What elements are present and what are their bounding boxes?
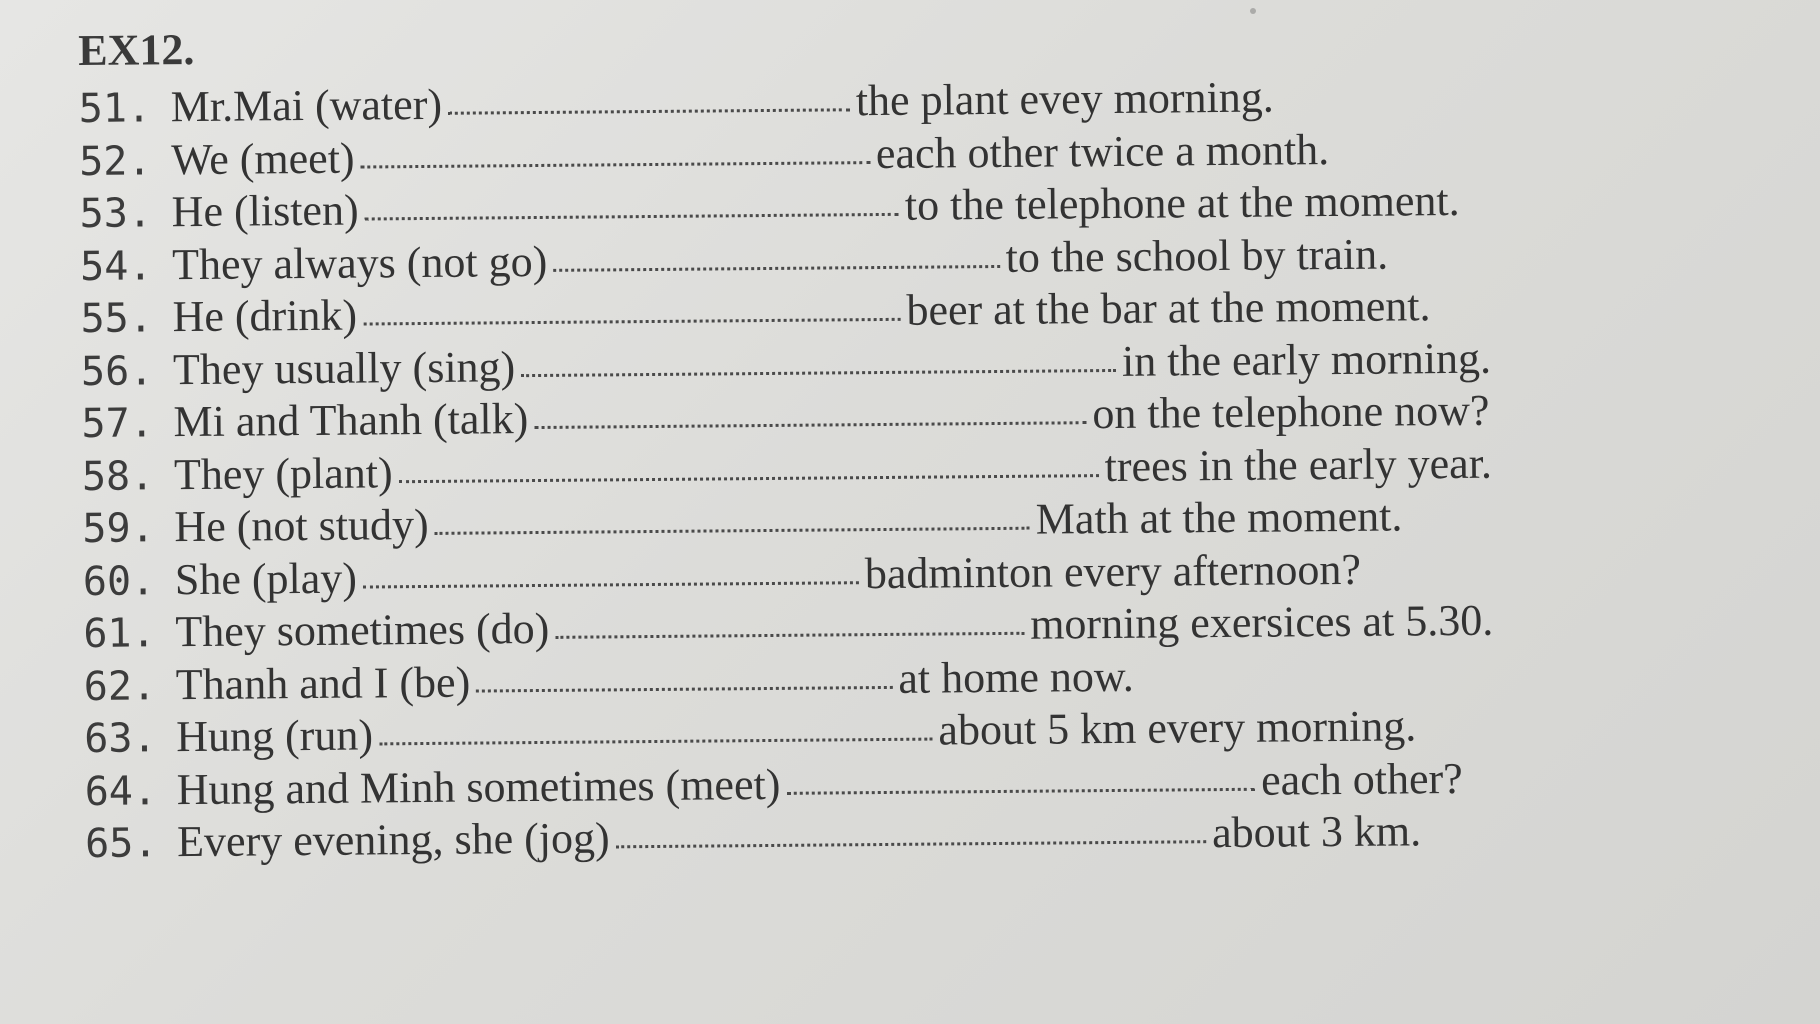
item-rest: to the school by train. <box>1005 229 1389 282</box>
answer-blank[interactable] <box>555 632 1024 639</box>
item-stem: They sometimes (do) <box>175 603 550 657</box>
item-number: 57. <box>81 400 154 447</box>
worksheet <box>78 7 1545 869</box>
item-rest: beer at the bar at the moment. <box>906 281 1431 335</box>
answer-blank[interactable] <box>399 474 1099 483</box>
item-stem: Hung and Minh sometimes (meet) <box>176 759 781 814</box>
answer-blank[interactable] <box>534 421 1086 429</box>
item-number: 51. <box>78 85 152 132</box>
item-number: 52. <box>79 137 152 185</box>
item-rest: about 5 km every morning. <box>938 701 1417 755</box>
item-rest: each other twice a month. <box>875 124 1330 178</box>
item-stem: Thanh and I (be) <box>175 657 471 709</box>
item-number: 62. <box>83 662 157 710</box>
item-rest: to the telephone at the moment. <box>904 175 1460 230</box>
item-stem: Every evening, she (jog) <box>176 813 610 867</box>
answer-blank[interactable] <box>448 108 850 115</box>
answer-blank[interactable] <box>379 738 932 746</box>
item-stem: Mr.Mai (water) <box>170 79 443 132</box>
answer-blank[interactable] <box>361 161 870 168</box>
exercise-item <box>85 805 1421 869</box>
answer-blank[interactable] <box>476 685 892 692</box>
exercise-item <box>83 595 1493 660</box>
item-stem: We (meet) <box>171 133 355 184</box>
item-number: 63. <box>84 715 157 762</box>
item-stem: They (plant) <box>173 447 393 499</box>
answer-blank[interactable] <box>786 787 1255 794</box>
item-number: 65. <box>84 820 158 867</box>
exercise-title: EX12. <box>78 24 195 75</box>
item-rest: each other? <box>1260 753 1463 805</box>
answer-blank[interactable] <box>553 264 999 271</box>
item-stem: They always (not go) <box>171 236 548 289</box>
answer-blank[interactable] <box>435 527 1030 535</box>
item-rest: trees in the early year. <box>1104 438 1493 491</box>
item-rest: the plant evey morning. <box>855 72 1274 126</box>
answer-blank[interactable] <box>365 213 899 221</box>
item-number: 56. <box>80 347 154 395</box>
item-stem: He (listen) <box>171 185 359 237</box>
item-number: 54. <box>79 242 153 290</box>
answer-blank[interactable] <box>363 318 900 326</box>
item-rest: about 3 km. <box>1211 806 1422 858</box>
item-number: 61. <box>83 610 156 657</box>
item-rest: in the early morning. <box>1121 333 1492 386</box>
item-stem: He (not study) <box>174 499 429 552</box>
item-number: 58. <box>81 452 155 500</box>
item-stem: Mi and Thanh (talk) <box>173 394 529 447</box>
item-number: 64. <box>84 767 158 815</box>
item-rest: badminton every afternoon? <box>864 544 1362 598</box>
item-number: 55. <box>80 295 154 342</box>
item-stem: She (play) <box>174 553 358 604</box>
answer-blank[interactable] <box>616 840 1206 848</box>
item-stem: He (drink) <box>172 290 358 342</box>
item-rest: Math at the moment. <box>1035 491 1403 544</box>
item-stem: Hung (run) <box>176 710 374 762</box>
item-number: 53. <box>79 190 153 237</box>
item-stem: They usually (sing) <box>172 341 516 394</box>
exercise-item <box>84 650 1134 712</box>
item-number: 60. <box>82 557 156 605</box>
answer-blank[interactable] <box>363 581 859 588</box>
item-rest: morning exersices at 5.30. <box>1029 595 1494 649</box>
item-number: 59. <box>82 505 155 552</box>
item-rest: on the telephone now? <box>1092 385 1490 439</box>
answer-blank[interactable] <box>521 368 1116 376</box>
item-rest: at home now. <box>898 651 1134 703</box>
